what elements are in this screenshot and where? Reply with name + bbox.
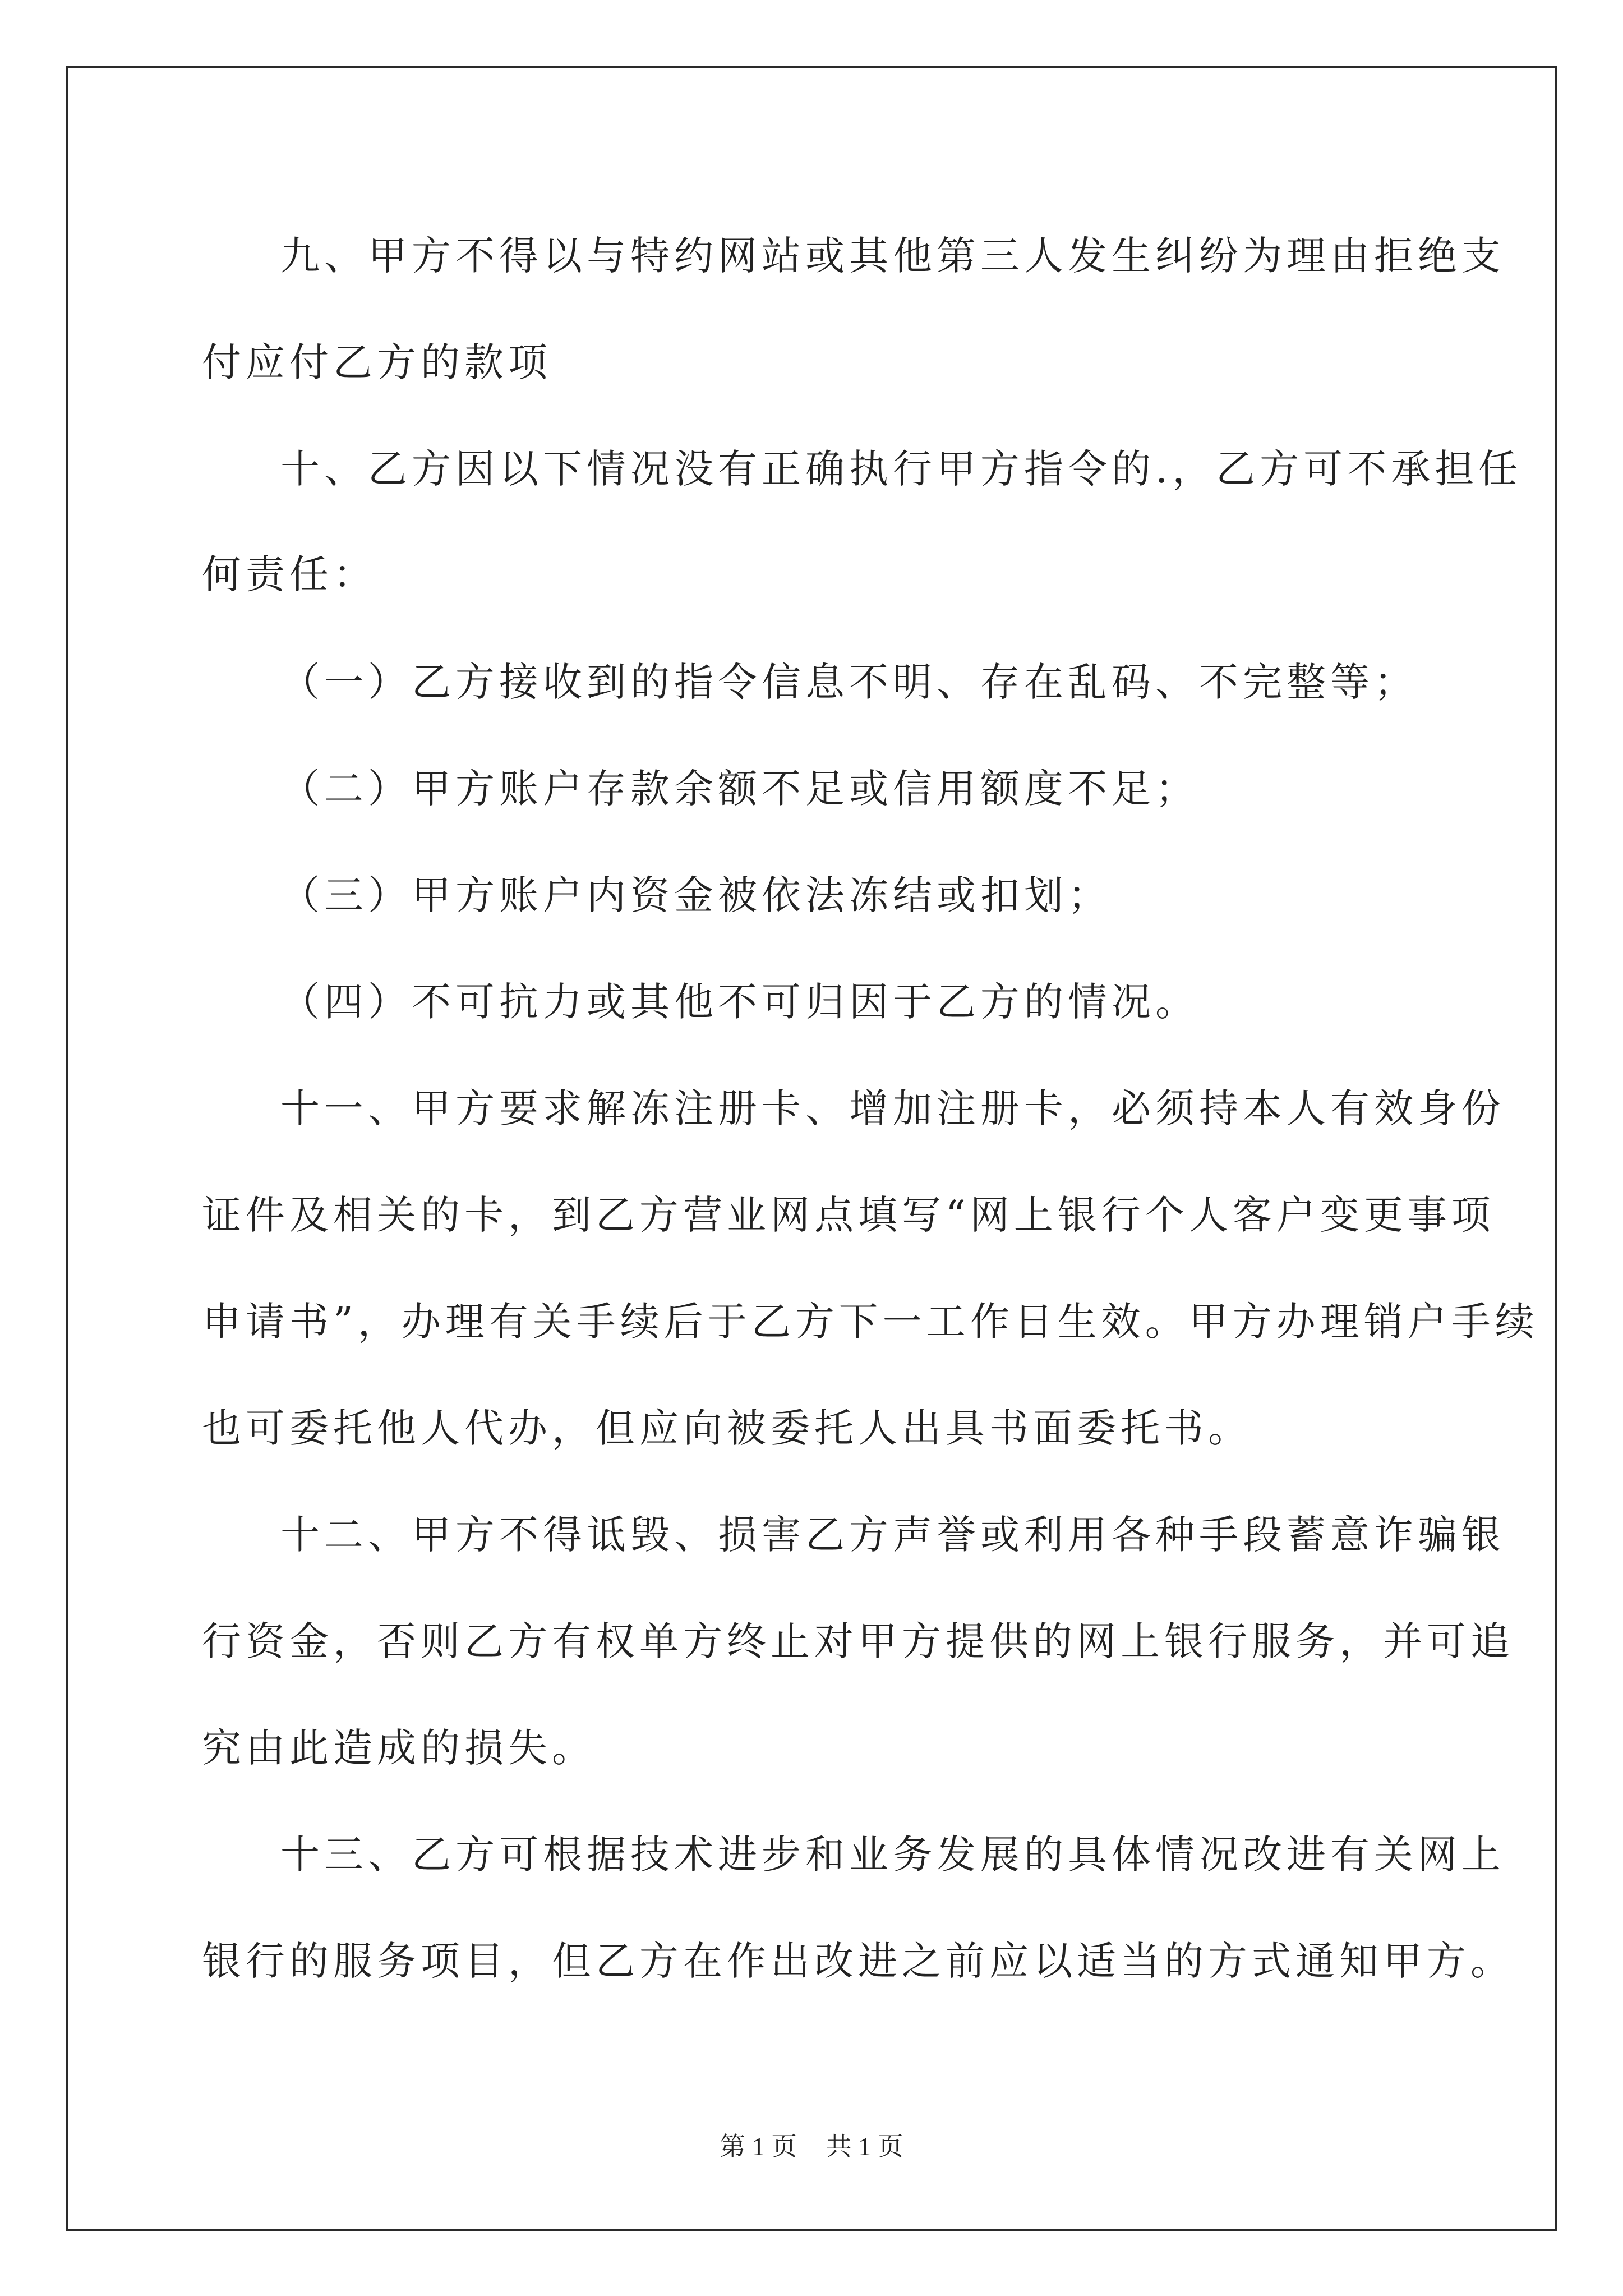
clause-10-item-2: （二）甲方账户存款余额不足或信用额度不足； [280, 766, 1199, 812]
clause-11-line-3: 申请书”，办理有关手续后于乙方下一工作日生效。甲方办理销户手续 [202, 1299, 1539, 1345]
clause-10-line-1: 十、乙方因以下情况没有正确执行甲方指令的.，乙方可不承担任 [280, 446, 1523, 492]
clause-12-line-3: 究由此造成的损失。 [202, 1725, 596, 1771]
clause-11-line-4: 也可委托他人代办，但应向被委托人出具书面委托书。 [202, 1405, 1252, 1451]
clause-9-line-2: 付应付乙方的款项 [202, 339, 552, 385]
clause-13-line-1: 十三、乙方可根据技术进步和业务发展的具体情况改进有关网上 [280, 1832, 1505, 1878]
clause-12-line-2: 行资金，否则乙方有权单方终止对甲方提供的网上银行服务，并可追 [202, 1618, 1514, 1664]
clause-10-line-2: 何责任： [202, 551, 377, 597]
page-number: 第 1 页 [720, 2132, 797, 2161]
clause-10-item-1: （一）乙方接收到的指令信息不明、存在乱码、不完整等； [280, 659, 1418, 705]
clause-11-line-1: 十一、甲方要求解冻注册卡、增加注册卡，必须持本人有效身份 [280, 1085, 1505, 1131]
clause-10-item-4: （四）不可抗力或其他不可归因于乙方的情况。 [280, 979, 1199, 1025]
page-footer [0, 2126, 1623, 2163]
clause-13-line-2: 银行的服务项目，但乙方在作出改进之前应以适当的方式通知甲方。 [202, 1938, 1514, 1984]
clause-11-line-2: 证件及相关的卡，到乙方营业网点填写“网上银行个人客户变更事项 [202, 1192, 1495, 1238]
page-total: 共 1 页 [826, 2132, 903, 2161]
clause-9-line-1: 九、甲方不得以与特约网站或其他第三人发生纠纷为理由拒绝支 [280, 233, 1505, 279]
clause-12-line-1: 十二、甲方不得诋毁、损害乙方声誉或利用各种手段蓄意诈骗银 [280, 1512, 1505, 1558]
clause-10-item-3: （三）甲方账户内资金被依法冻结或扣划； [280, 872, 1112, 918]
page-border [66, 66, 1557, 2231]
